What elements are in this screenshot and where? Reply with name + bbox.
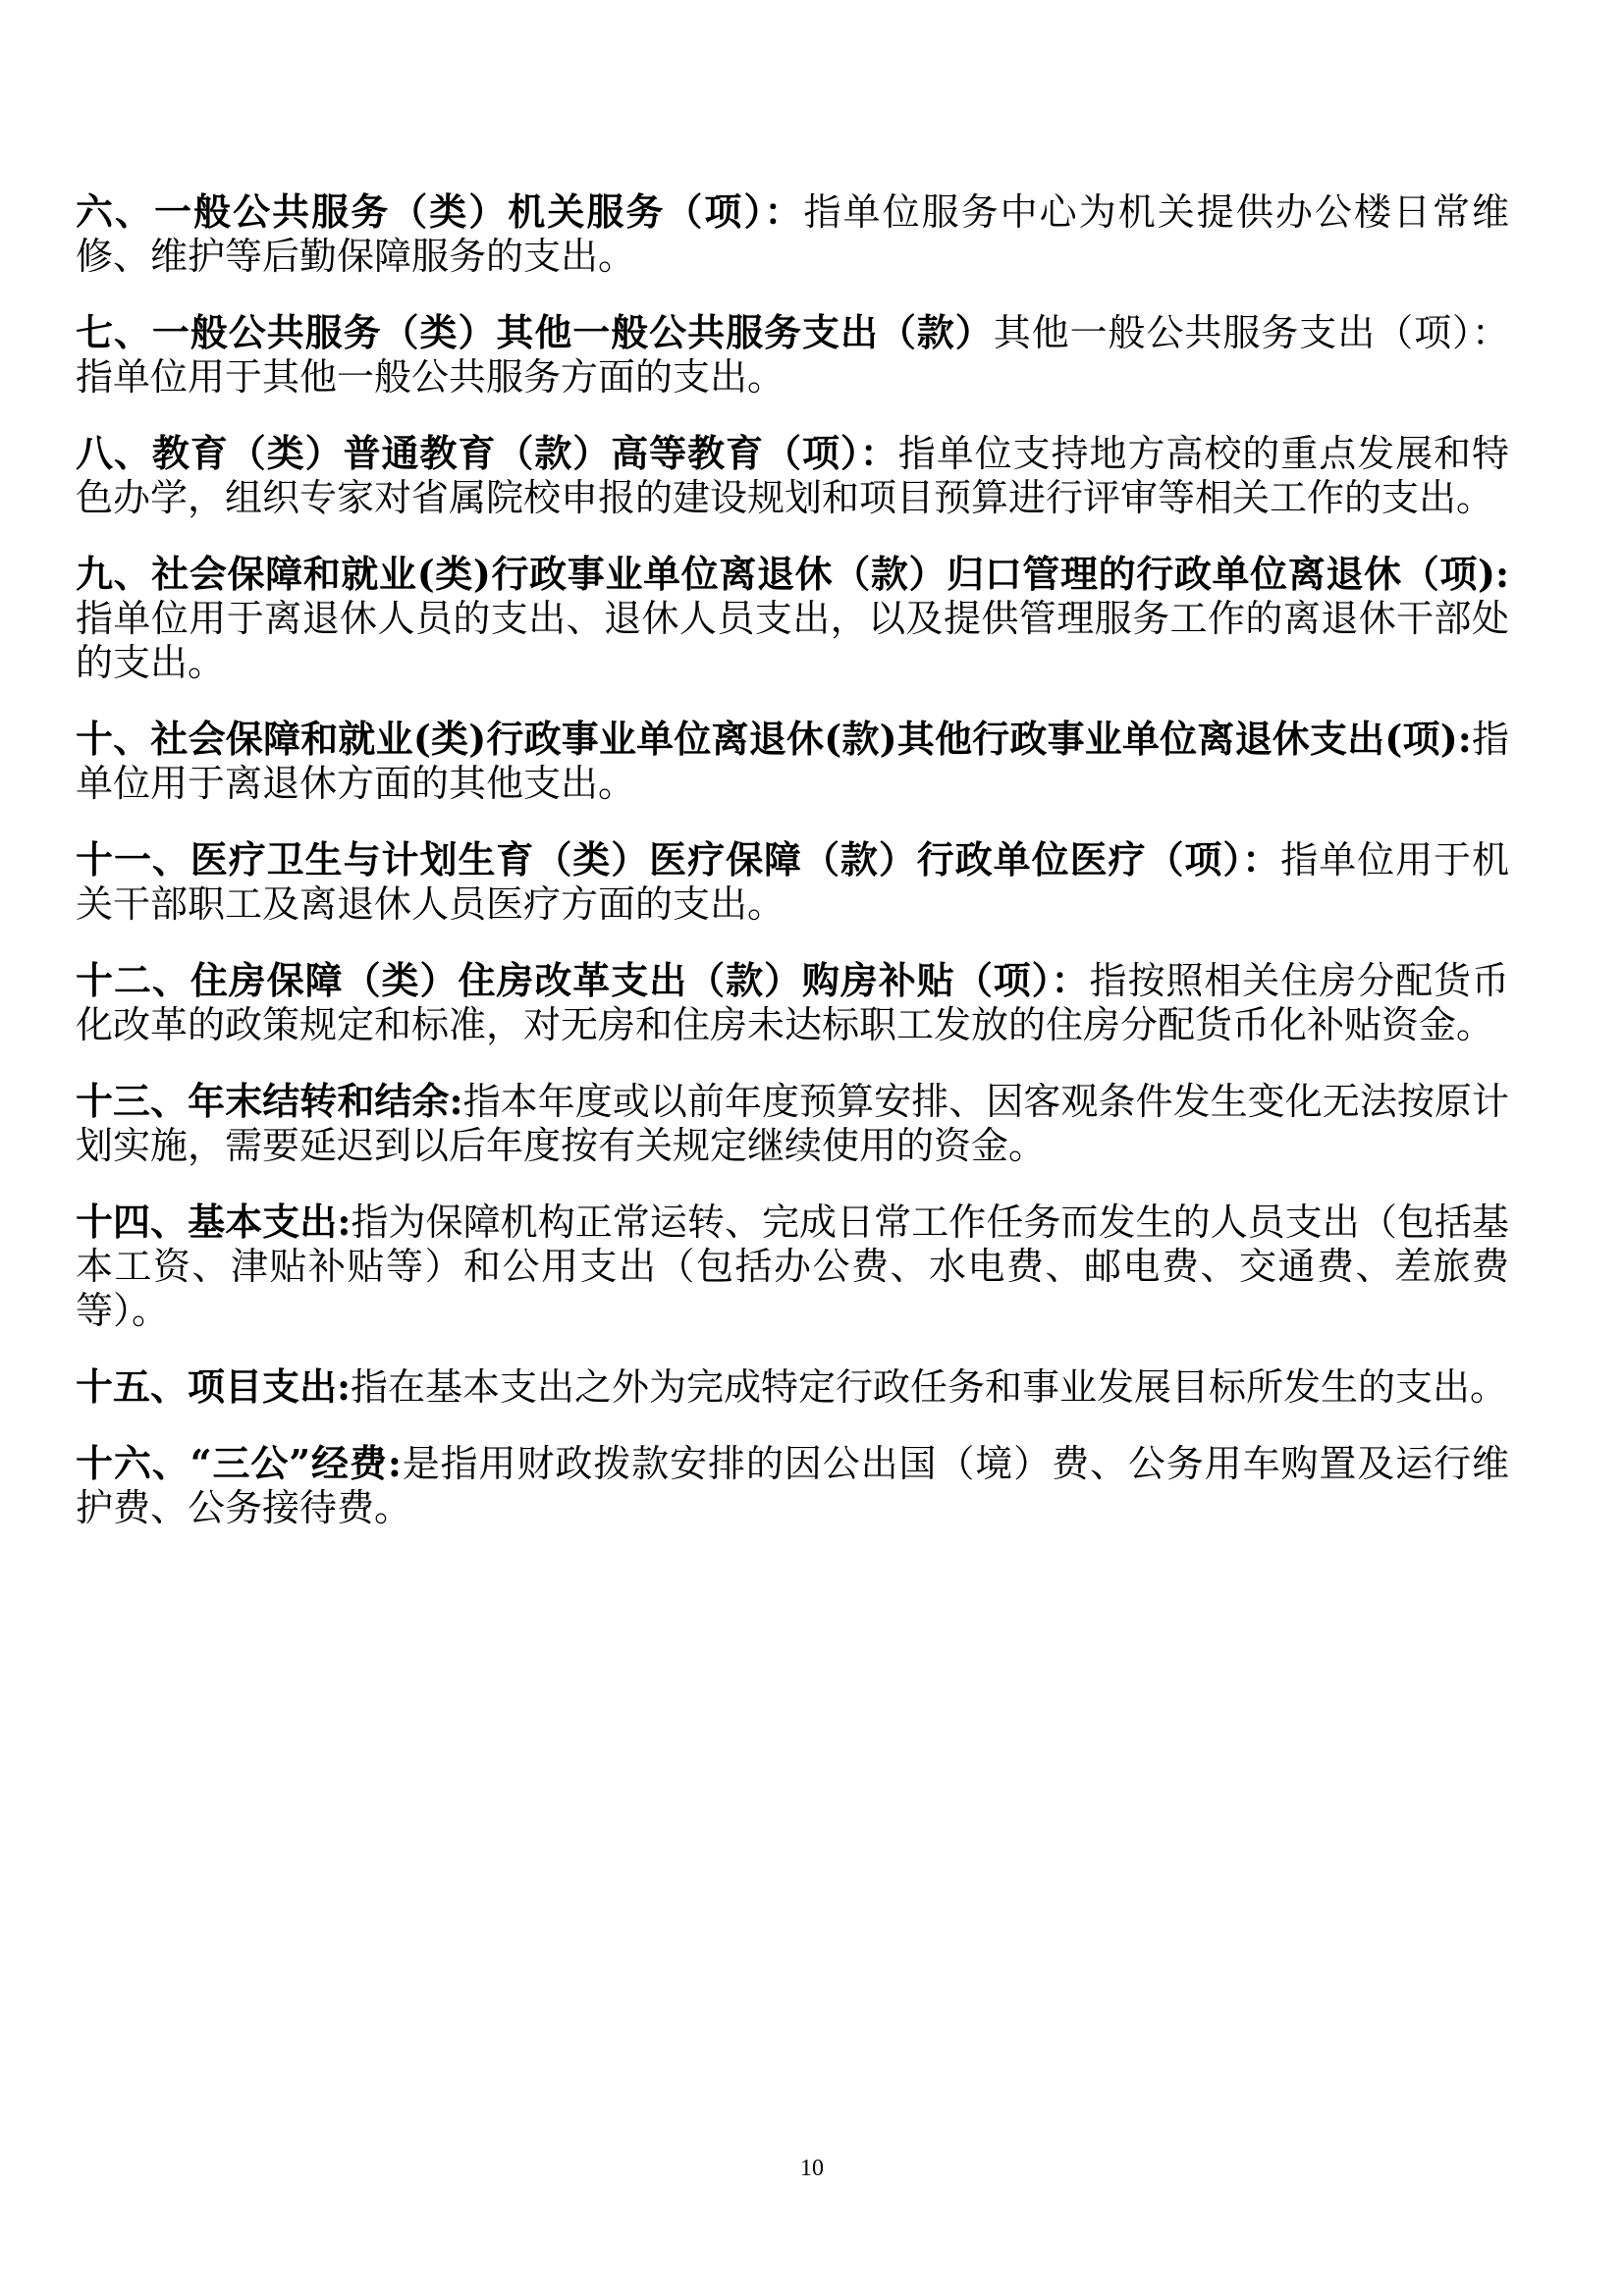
entry-description: 指单位用于离退休人员的支出、退休人员支出，以及提供管理服务工作的离退休干部处的支出。 — [76, 597, 1509, 684]
document-body — [76, 189, 1509, 1562]
entry-term: 十、社会保障和就业(类)行政事业单位离退休(款)其他行政事业单位离退休支出(项): — [76, 717, 1472, 761]
entry-description: 指单位支持地方高校的重点发展和特色办学，组织专家对省属院校申报的建设规划和项目预算进行评审等相关工作的支出。 — [76, 432, 1509, 519]
entry-description: 是指用财政拨款安排的因公出国（境）费、公务用车购置及运行维护费、公务接待费。 — [76, 1442, 1509, 1529]
entry-15 — [76, 1364, 1509, 1410]
entry-term: 十五、项目支出: — [76, 1364, 352, 1409]
entry-12 — [76, 958, 1509, 1047]
entry-description: 指本年度或以前年度预算安排、因客观条件发生变化无法按原计划实施，需要延迟到以后年度按有关规定继续使用的资金。 — [76, 1080, 1509, 1167]
entry-16 — [76, 1441, 1509, 1530]
entry-term: 十二、住房保障（类）住房改革支出（款）购房补贴（项）： — [76, 958, 1090, 1002]
entry-term: 六、一般公共服务（类）机关服务（项）： — [76, 189, 804, 234]
entry-14 — [76, 1200, 1509, 1333]
entry-term: 九、社会保障和就业(类)行政事业单位离退休（款）归口管理的行政单位离退休（项): — [76, 552, 1509, 596]
entry-description: 指单位用于离退休方面的其他支出。 — [76, 718, 1509, 805]
entry-description: 指按照相关住房分配货币化改革的政策规定和标准，对无房和住房未达标职工发放的住房分配货币化补贴资金。 — [76, 959, 1509, 1046]
page-number: 10 — [800, 2156, 824, 2181]
entry-description: 指单位用于机关干部职工及离退休人员医疗方面的支出。 — [76, 838, 1509, 926]
entry-9 — [76, 552, 1509, 685]
entry-description: 指在基本支出之外为完成特定行政任务和事业发展目标所发生的支出。 — [351, 1365, 1508, 1409]
entry-term: 十三、年末结转和结余: — [76, 1079, 463, 1123]
entry-term: 七、一般公共服务（类）其他一般公共服务支出（款） — [76, 310, 994, 354]
entry-7 — [76, 310, 1509, 400]
entry-6 — [76, 189, 1509, 279]
entry-term: 十六、“三公”经费: — [76, 1441, 402, 1485]
entry-term: 十一、医疗卫生与计划生育（类）医疗保障（款）行政单位医疗（项）： — [76, 837, 1281, 881]
entry-term: 十四、基本支出: — [76, 1200, 352, 1244]
entry-10 — [76, 717, 1509, 806]
entry-description: 其他一般公共服务支出（项）：指单位用于其他一般公共服务方面的支出。 — [76, 311, 1509, 399]
entry-8 — [76, 431, 1509, 520]
entry-11 — [76, 837, 1509, 927]
entry-description: 指单位服务中心为机关提供办公楼日常维修、维护等后勤保障服务的支出。 — [76, 190, 1509, 278]
entry-description: 指为保障机构正常运转、完成日常工作任务而发生的人员支出（包括基本工资、津贴补贴等）和公用支出（包括办公费、水电费、邮电费、交通费、差旅费等）。 — [76, 1201, 1509, 1332]
entry-term: 八、教育（类）普通教育（款）高等教育（项）： — [76, 431, 898, 475]
entry-13 — [76, 1079, 1509, 1168]
